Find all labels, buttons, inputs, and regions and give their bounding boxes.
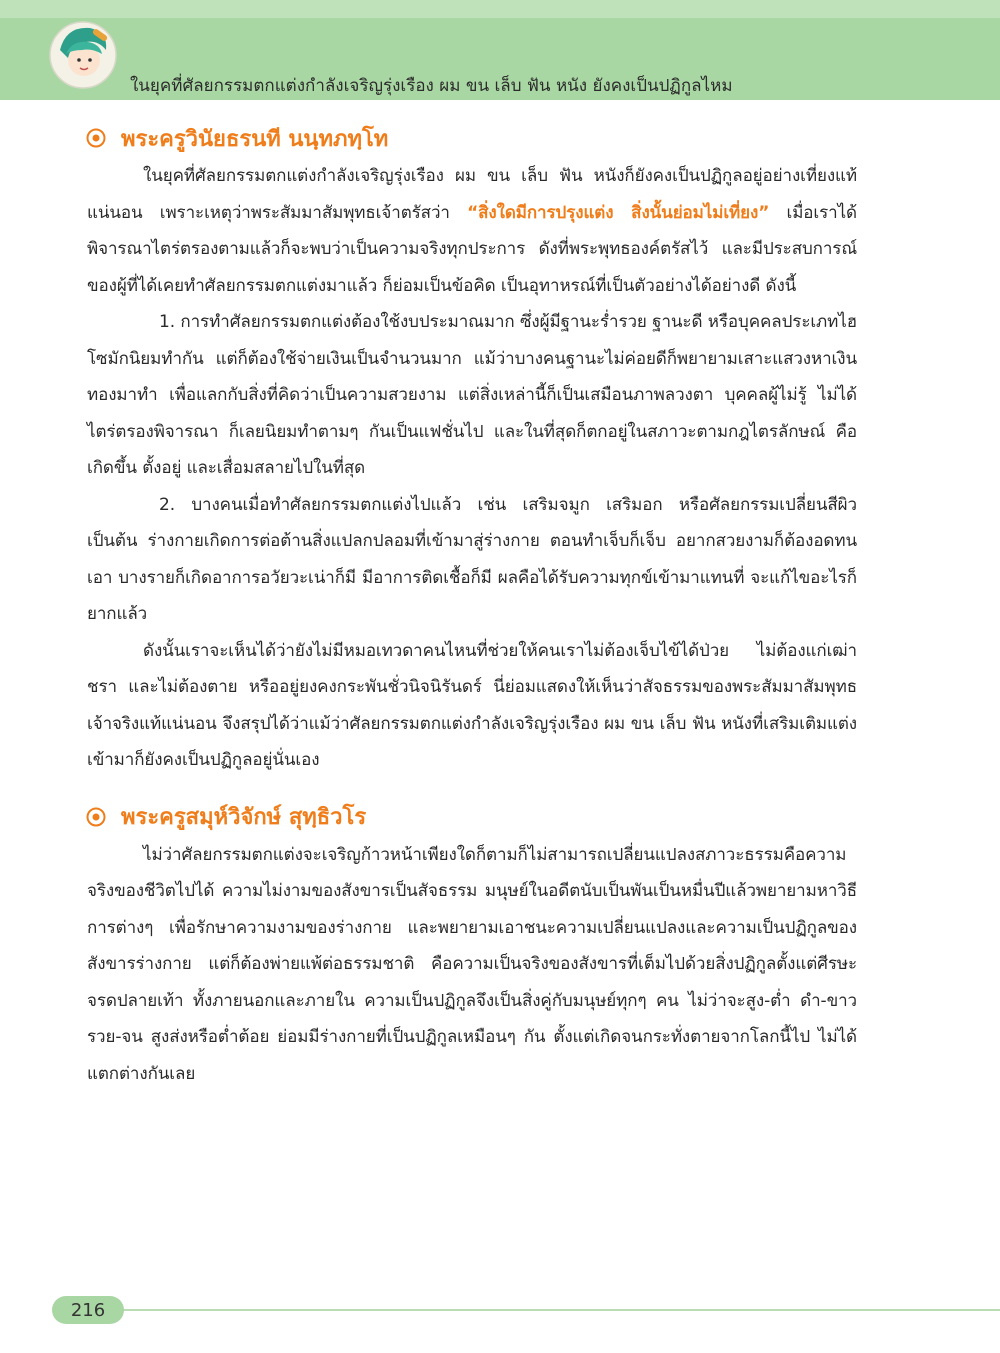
page-number-badge	[52, 1296, 124, 1324]
section-1-paragraph-4: ดังนั้นเราจะเห็นได้ว่ายังไม่มีหมอเทวดาคนไหนที่ช่วยให้คนเราไม่ต้องเจ็บไข้ได้ป่วย ไม่ต้องแก่เฒ่าชรา และไม่ต้องตาย หรืออยู่ยงคงกระพันชั่วนิจนิรันดร์ นี่ย่อมแสดงให้เห็นว่าสัจธรรมของพระสัมมาสัมพุทธเจ้าจริงแท้แน่นอน จึงสรุปได้ว่าแม้ว่าศัลยกรรมตกแต่งกำลังเจริญรุ่งเรือง ผม ขน เล็บ ฟัน หนังที่เสริมเติมแต่งเข้ามาก็ยังคงเป็นปฏิกูลอยู่นั่นเอง	[87, 640, 857, 770]
buddha-quote: “สิ่งใดมีการปรุงแต่ง สิ่งนั้นย่อมไม่เที่ยง”	[467, 202, 770, 223]
page-number: 216	[70, 1299, 106, 1321]
section-title-1-text: พระครูวินัยธรนที นนฺทภทฺโท	[121, 126, 389, 152]
child-mascot-icon	[48, 20, 118, 90]
bullseye-bullet-icon	[85, 806, 107, 828]
section-title-2-text: พระครูสมุห์วิจักษ์ สุทฺธิวโร	[121, 805, 367, 830]
footer-rule	[118, 1309, 1000, 1311]
section-title-1	[87, 118, 857, 158]
main-content	[87, 118, 857, 1092]
section-1-paragraph-2: 1. การทำศัลยกรรมตกแต่งต้องใช้งบประมาณมาก ซึ่งผู้มีฐานะร่ำรวย ฐานะดี หรือบุคคลประเภทไฮโซมักนิยมทำกัน แต่ก็ต้องใช้จ่ายเงินเป็นจำนวนมาก แม้ว่าบางคนฐานะไม่ค่อยดีก็พยายามเสาะแสวงหาเงินทองมาทำ เพื่อแลกกับสิ่งที่คิดว่าเป็นความสวยงาม แต่สิ่งเหล่านี้ก็เป็นเสมือนภาพลวงตา บุคคลผู้ไม่รู้ ไม่ได้ไตร่ตรองพิจารณา ก็เลยนิยมทำตามๆ กันเป็นแฟชั่นไป และในที่สุดก็ตกอยู่ในสภาวะตามกฎไตรลักษณ์ คือเกิดขึ้น ตั้งอยู่ และเสื่อมสลายไปในที่สุด	[87, 312, 857, 478]
section-2-paragraph-1: ไม่ว่าศัลยกรรมตกแต่งจะเจริญก้าวหน้าเพียงใดก็ตามก็ไม่สามารถเปลี่ยนแปลงสภาวะธรรมคือความจริงของชีวิตไปได้ ความไม่งามของสังขารเป็นสัจธรรม มนุษย์ในอดีตนับเป็นพันเป็นหมื่นปีแล้วพยายามหาวิธีการต่างๆ เพื่อรักษาความงามของร่างกาย และพยายามเอาชนะความเปลี่ยนแปลงและความเป็นปฏิกูลของสังขารร่างกาย แต่ก็ต้องพ่ายแพ้ต่อธรรมชาติ คือความเป็นจริงของสังขารที่เต็มไปด้วยสิ่งปฏิกูลตั้งแต่ศีรษะจรดปลายเท้า ทั้งภายนอกและภายใน ความเป็นปฏิกูลจึงเป็นสิ่งคู่กับมนุษย์ทุกๆ คน ไม่ว่าจะสูง-ต่ำ ดำ-ขาว รวย-จน สูงส่งหรือต่ำต้อย ย่อมมีร่างกายที่เป็นปฏิกูลเหมือนๆ กัน ตั้งแต่เกิดจนกระทั่งตายจากโลกนี้ไป ไม่ได้แตกต่างกันเลย	[87, 844, 857, 1084]
section-1-p1-before: ในยุคที่ศัลยกรรมตกแต่งกำลังเจริญรุ่งเรือง ผม ขน เล็บ ฟัน หนังก็ยังคงเป็นปฏิกูลอยู่อย่างเที่ยงแท้แน่นอน เพราะเหตุว่าพระสัมมาสัมพุทธเจ้าตรัสว่า	[87, 166, 857, 223]
section-1-p1-after: เมื่อเราได้พิจารณาไตร่ตรองตามแล้วก็จะพบว่าเป็นความจริงทุกประการ ดังที่พระพุทธองค์ตรัสไว้ และมีประสบการณ์ของผู้ที่ได้เคยทำศัลยกรรมตกแต่งมาแล้ว ก็ย่อมเป็นข้อคิด เป็นอุทาหรณ์ที่เป็นตัวอย่างได้อย่างดี ดังนี้	[87, 202, 857, 296]
section-1-paragraph-3: 2. บางคนเมื่อทำศัลยกรรมตกแต่งไปแล้ว เช่น เสริมจมูก เสริมอก หรือศัลยกรรมเปลี่ยนสีผิว เป็นต้น ร่างกายเกิดการต่อต้านสิ่งแปลกปลอมที่เข้ามาสู่ร่างกาย ตอนทำเจ็บก็เจ็บ อยากสวยงามก็ต้องอดทนเอา บางรายก็เกิดอาการอวัยวะเน่าก็มี มีอาการติดเชื้อก็มี ผลคือได้รับความทุกข์เข้ามาแทนที่ จะแก้ไขอะไรก็ยากแล้ว	[87, 494, 857, 624]
bullseye-bullet-icon	[85, 127, 107, 149]
header-band-top	[0, 0, 1000, 18]
section-title-2	[87, 797, 857, 837]
section-1-paragraph-1	[87, 158, 857, 304]
header-title: ในยุคที่ศัลยกรรมตกแต่งกำลังเจริญรุ่งเรือง ผม ขน เล็บ ฟัน หนัง ยังคงเป็นปฏิกูลไหม	[130, 76, 733, 96]
